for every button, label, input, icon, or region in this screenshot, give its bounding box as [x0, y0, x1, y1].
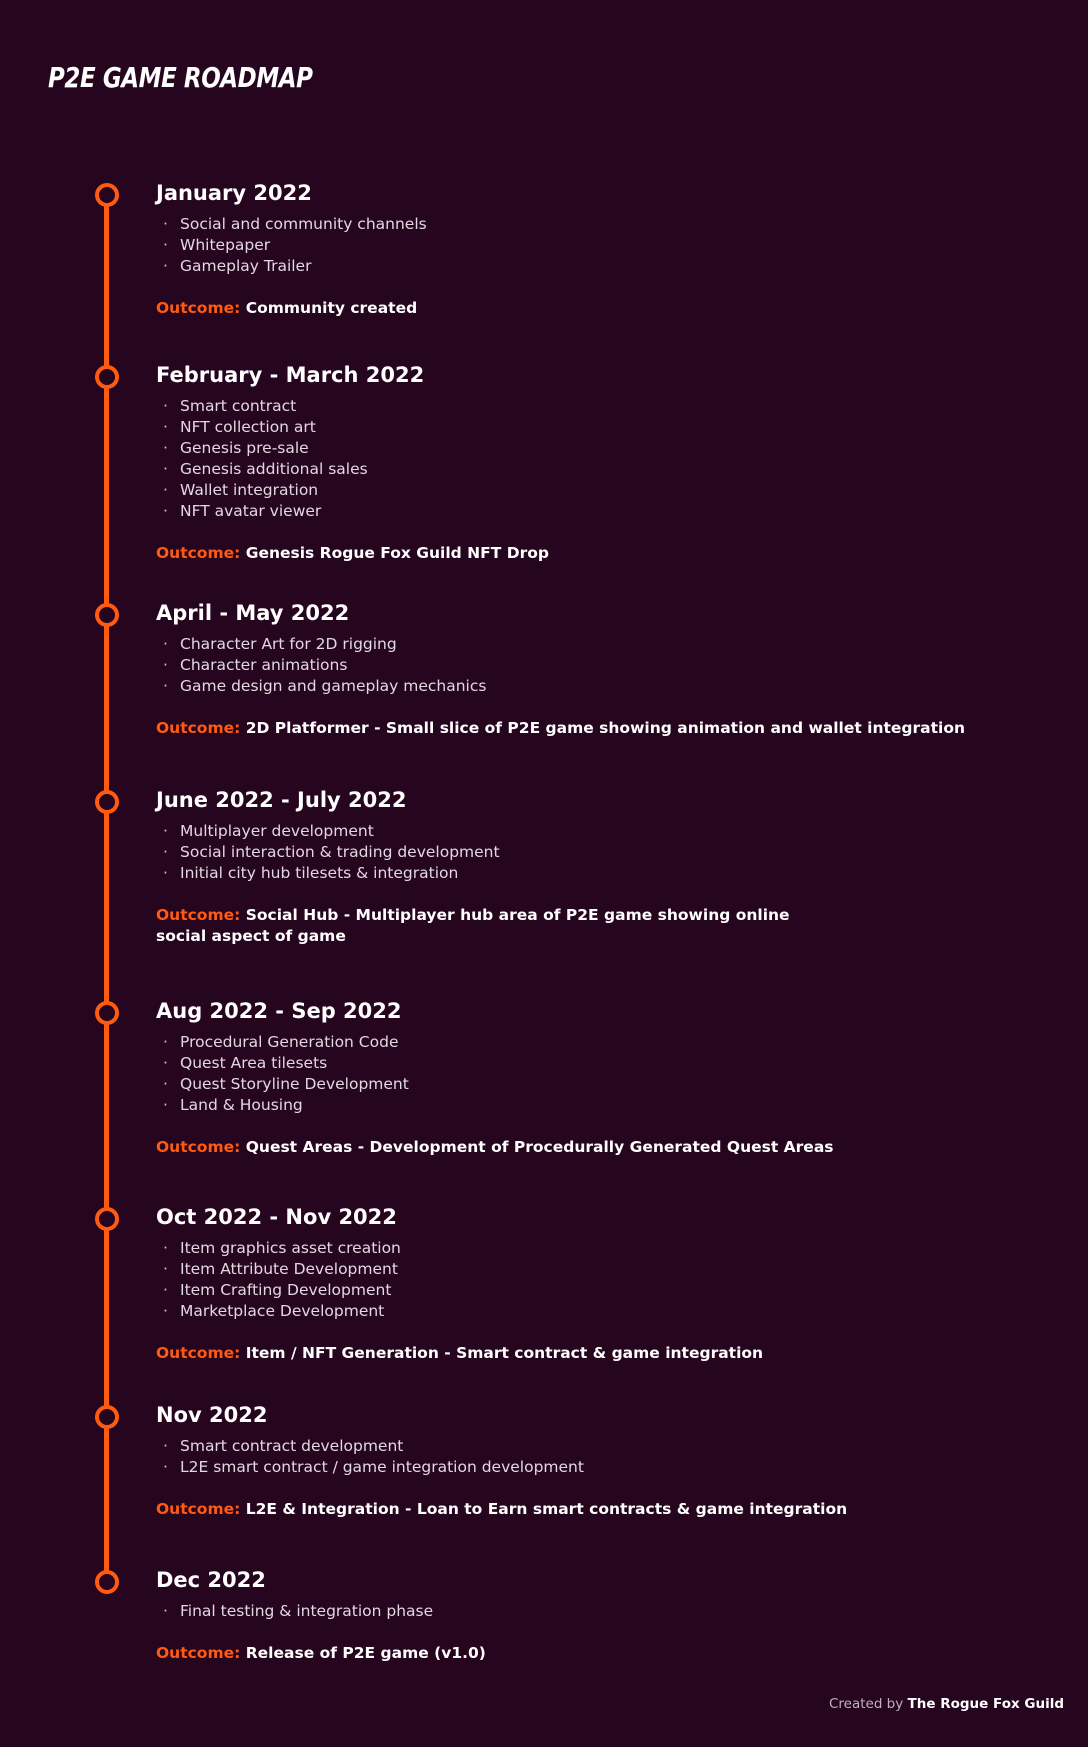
- task-item: [163, 676, 486, 697]
- task-list: [163, 396, 368, 522]
- task-item: [163, 459, 368, 480]
- task-item: [163, 417, 368, 438]
- task-item: [163, 480, 368, 501]
- bullet-icon: ·: [163, 236, 168, 254]
- outcome-text: L2E & Integration - Loan to Earn smart contracts & game integration: [245, 1500, 848, 1518]
- task-list: [163, 1436, 584, 1478]
- bullet-icon: ·: [163, 215, 168, 233]
- milestone-period: April - May 2022: [156, 601, 350, 625]
- milestone-outcome: [156, 298, 417, 319]
- bullet-icon: ·: [163, 1096, 168, 1114]
- task-item: [163, 655, 486, 676]
- task-item: [163, 863, 500, 884]
- bullet-icon: ·: [163, 397, 168, 415]
- timeline-marker-icon: [95, 183, 119, 207]
- task-label: Quest Area tilesets: [180, 1054, 328, 1072]
- task-label: Item Attribute Development: [180, 1260, 398, 1278]
- outcome-label: Outcome:: [156, 1500, 241, 1518]
- task-list: [163, 634, 486, 697]
- timeline-marker-icon: [95, 790, 119, 814]
- bullet-icon: ·: [163, 864, 168, 882]
- milestone-period: Nov 2022: [156, 1403, 268, 1427]
- outcome-label: Outcome:: [156, 1644, 241, 1662]
- timeline-marker-icon: [95, 1207, 119, 1231]
- task-label: Gameplay Trailer: [180, 257, 312, 275]
- outcome-text-continued: social aspect of game: [156, 927, 346, 945]
- task-list: [163, 1238, 401, 1322]
- bullet-icon: ·: [163, 502, 168, 520]
- milestone-outcome: [156, 905, 790, 947]
- task-label: L2E smart contract / game integration development: [180, 1458, 584, 1476]
- task-label: Marketplace Development: [180, 1302, 385, 1320]
- outcome-text: 2D Platformer - Small slice of P2E game showing animation and wallet integration: [245, 719, 966, 737]
- bullet-icon: ·: [163, 1602, 168, 1620]
- task-item: [163, 1457, 584, 1478]
- task-label: Item Crafting Development: [180, 1281, 392, 1299]
- task-label: Item graphics asset creation: [180, 1239, 401, 1257]
- task-list: [163, 1032, 409, 1116]
- task-label: Quest Storyline Development: [180, 1075, 409, 1093]
- bullet-icon: ·: [163, 843, 168, 861]
- task-label: Smart contract development: [180, 1437, 404, 1455]
- bullet-icon: ·: [163, 439, 168, 457]
- outcome-label: Outcome:: [156, 1138, 241, 1156]
- outcome-text: Item / NFT Generation - Smart contract & game integration: [245, 1344, 764, 1362]
- outcome-label: Outcome:: [156, 1344, 241, 1362]
- task-item: [163, 842, 500, 863]
- timeline-line: [104, 194, 109, 1578]
- bullet-icon: ·: [163, 1239, 168, 1257]
- bullet-icon: ·: [163, 1302, 168, 1320]
- task-item: [163, 1053, 409, 1074]
- bullet-icon: ·: [163, 1437, 168, 1455]
- milestone-outcome: [156, 1137, 834, 1158]
- bullet-icon: ·: [163, 257, 168, 275]
- task-item: [163, 1074, 409, 1095]
- task-item: [163, 1095, 409, 1116]
- task-label: Game design and gameplay mechanics: [180, 677, 487, 695]
- bullet-icon: ·: [163, 635, 168, 653]
- outcome-label: Outcome:: [156, 299, 241, 317]
- bullet-icon: ·: [163, 1458, 168, 1476]
- task-label: Character animations: [180, 656, 348, 674]
- task-label: Genesis additional sales: [180, 460, 368, 478]
- page-title: P2E GAME ROADMAP: [48, 61, 313, 94]
- milestone-outcome: [156, 718, 965, 739]
- task-list: [163, 1601, 433, 1622]
- milestone-period: February - March 2022: [156, 363, 425, 387]
- task-item: [163, 214, 427, 235]
- task-label: Social interaction & trading development: [180, 843, 500, 861]
- outcome-label: Outcome:: [156, 544, 241, 562]
- task-label: Character Art for 2D rigging: [180, 635, 397, 653]
- task-label: Initial city hub tilesets & integration: [180, 864, 459, 882]
- milestone-outcome: [156, 1499, 847, 1520]
- outcome-text: Community created: [245, 299, 418, 317]
- outcome-text: Genesis Rogue Fox Guild NFT Drop: [245, 544, 549, 562]
- task-item: [163, 235, 427, 256]
- task-item: [163, 396, 368, 417]
- milestone-period: Aug 2022 - Sep 2022: [156, 999, 402, 1023]
- outcome-text: Social Hub - Multiplayer hub area of P2E game showing online: [245, 906, 790, 924]
- task-item: [163, 1032, 409, 1053]
- task-item: [163, 1238, 401, 1259]
- milestone-outcome: [156, 1643, 486, 1664]
- outcome-label: Outcome:: [156, 906, 241, 924]
- task-label: NFT avatar viewer: [180, 502, 322, 520]
- milestone-outcome: [156, 543, 549, 564]
- outcome-text: Quest Areas - Development of Procedurally Generated Quest Areas: [245, 1138, 834, 1156]
- timeline-marker-icon: [95, 1405, 119, 1429]
- bullet-icon: ·: [163, 656, 168, 674]
- milestone-period: January 2022: [156, 181, 312, 205]
- task-label: Procedural Generation Code: [180, 1033, 399, 1051]
- task-label: Final testing & integration phase: [180, 1602, 434, 1620]
- task-label: Whitepaper: [180, 236, 271, 254]
- bullet-icon: ·: [163, 1075, 168, 1093]
- bullet-icon: ·: [163, 460, 168, 478]
- task-list: [163, 821, 500, 884]
- task-label: Wallet integration: [180, 481, 319, 499]
- task-list: [163, 214, 427, 277]
- outcome-text: Release of P2E game (v1.0): [245, 1644, 486, 1662]
- bullet-icon: ·: [163, 1260, 168, 1278]
- task-label: Multiplayer development: [180, 822, 374, 840]
- footer-prefix: Created by: [828, 1696, 904, 1712]
- bullet-icon: ·: [163, 418, 168, 436]
- task-label: NFT collection art: [180, 418, 316, 436]
- task-item: [163, 1301, 401, 1322]
- task-item: [163, 1601, 433, 1622]
- milestone-period: Oct 2022 - Nov 2022: [156, 1205, 397, 1229]
- bullet-icon: ·: [163, 677, 168, 695]
- milestone-outcome: [156, 1343, 763, 1364]
- bullet-icon: ·: [163, 1054, 168, 1072]
- bullet-icon: ·: [163, 822, 168, 840]
- bullet-icon: ·: [163, 481, 168, 499]
- milestone-period: June 2022 - July 2022: [156, 788, 407, 812]
- task-label: Smart contract: [180, 397, 297, 415]
- timeline-marker-icon: [95, 1001, 119, 1025]
- task-item: [163, 821, 500, 842]
- footer-brand: The Rogue Fox Guild: [907, 1696, 1064, 1712]
- task-item: [163, 501, 368, 522]
- milestone-period: Dec 2022: [156, 1568, 266, 1592]
- task-label: Genesis pre-sale: [180, 439, 309, 457]
- bullet-icon: ·: [163, 1281, 168, 1299]
- task-item: [163, 634, 486, 655]
- task-item: [163, 1280, 401, 1301]
- task-item: [163, 1259, 401, 1280]
- task-item: [163, 1436, 584, 1457]
- task-label: Social and community channels: [180, 215, 427, 233]
- outcome-label: Outcome:: [156, 719, 241, 737]
- timeline-marker-icon: [95, 365, 119, 389]
- timeline-marker-icon: [95, 1570, 119, 1594]
- task-item: [163, 256, 427, 277]
- task-item: [163, 438, 368, 459]
- footer-credit: [829, 1696, 1064, 1712]
- task-label: Land & Housing: [180, 1096, 303, 1114]
- bullet-icon: ·: [163, 1033, 168, 1051]
- timeline-marker-icon: [95, 603, 119, 627]
